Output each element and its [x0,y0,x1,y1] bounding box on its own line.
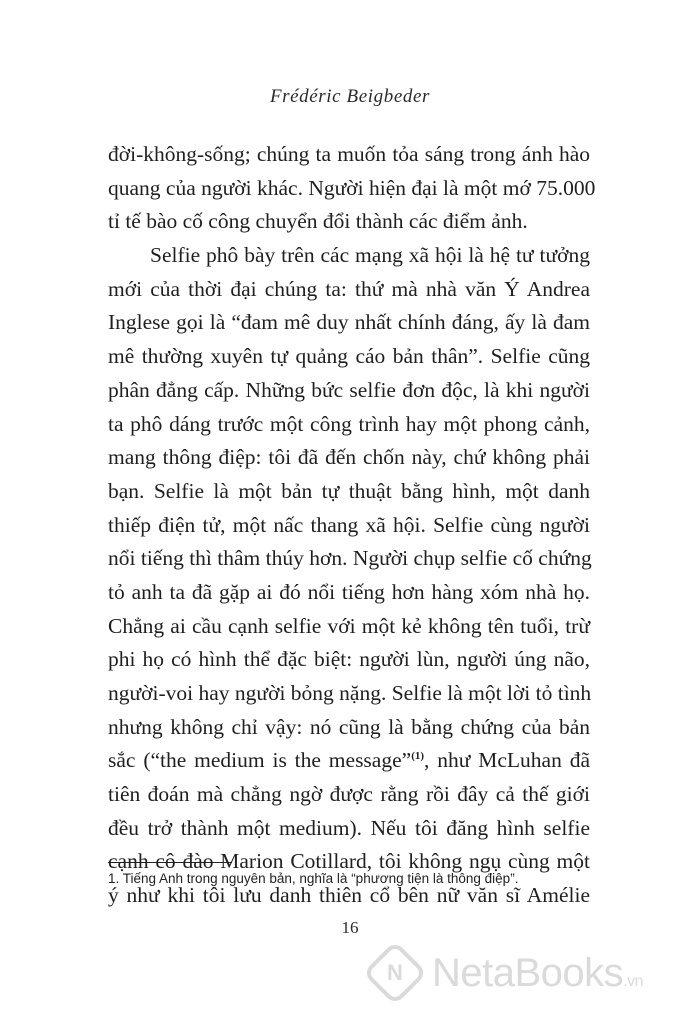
text-line: cạnh cô đào Marion Cotillard, tôi không ngụ cùng một [108,849,590,874]
text-line: bạn. Selfie là một bản tự thuật bằng hình, một danh [108,478,590,503]
text-line: đời-không-sống; chúng ta muốn tỏa sáng trong ánh hào [108,142,590,166]
text-line: nhưng không chỉ vậy: nó cũng là bằng chứng của bản [108,714,590,739]
brand-suffix: .vn [623,972,644,990]
text-line: mê thường xuyên tự quảng cáo bản thân”. Selfie cũng [108,344,590,369]
text-line: người-voi hay người bỏng nặng. Selfie là một lời tỏ tình [108,681,592,705]
text-line: phân đẳng cấp. Những bức selfie đơn độc, là khi người [108,377,590,402]
text-line: mang thông điệp: tôi đã đến chốn này, chứ không phải [108,445,590,470]
watermark [372,950,643,996]
text-line: thiếp điện tử, một nấc thang xã hội. Selfie cùng người [108,512,590,537]
logo-letter: N [387,959,403,985]
text-line: phi họ có hình thể đặc biệt: người lùn, người úng não, [108,647,590,672]
text-line: đều trở thành một medium). Nếu tôi đăng hình selfie [108,815,590,840]
watermark-brand [432,951,643,996]
text-line: Chẳng ai cầu cạnh selfie với một kẻ không tên tuổi, trừ [108,613,590,638]
footnote-text: 1. Tiếng Anh trong nguyên bản, nghĩa là “phương tiện là thông điệp”. [108,871,519,886]
footnote-marker[interactable]: (1) [411,750,425,763]
text-segment: , như McLuhan đã [424,748,591,773]
text-line: Inglese gọi là “đam mê duy nhất chính đáng, ấy là đam [108,310,590,335]
netabooks-logo-icon [362,940,427,1005]
brand-name: NetaBooks [432,950,624,995]
text-segment: sắc (“the medium is the message” [108,748,412,773]
page-number: 16 [341,918,359,937]
footnote-divider [108,862,232,863]
text-line: tỉ tế bào cố công chuyển đổi thành các điểm ảnh. [108,209,528,234]
text-line-with-footnote [108,744,590,778]
text-line-indented: Selfie phô bày trên các mạng xã hội là hệ tư tưởng [150,243,590,268]
text-line: mới của thời đại chúng ta: thứ mà nhà văn Ý Andrea [108,276,590,301]
text-line: tiên đoán mà chẳng ngờ được rằng rồi đây cả thế giới [108,782,590,807]
text-line: quang của người khác. Người hiện đại là một mớ 75.000 [108,175,596,200]
text-line: ý như khi tôi lưu danh thiên cổ bên nữ văn sĩ Amélie [108,883,590,908]
text-line: ta phô dáng trước một công trình hay một phong cảnh, [108,411,590,436]
running-head-author: Frédéric Beigbeder [269,86,431,107]
body-text [108,138,596,913]
text-line: tỏ anh ta đã gặp ai đó nổi tiếng hơn hàng xóm nhà họ. [108,579,590,604]
text-line: nổi tiếng thì thâm thúy hơn. Người chụp selfie cố chứng [108,546,592,571]
